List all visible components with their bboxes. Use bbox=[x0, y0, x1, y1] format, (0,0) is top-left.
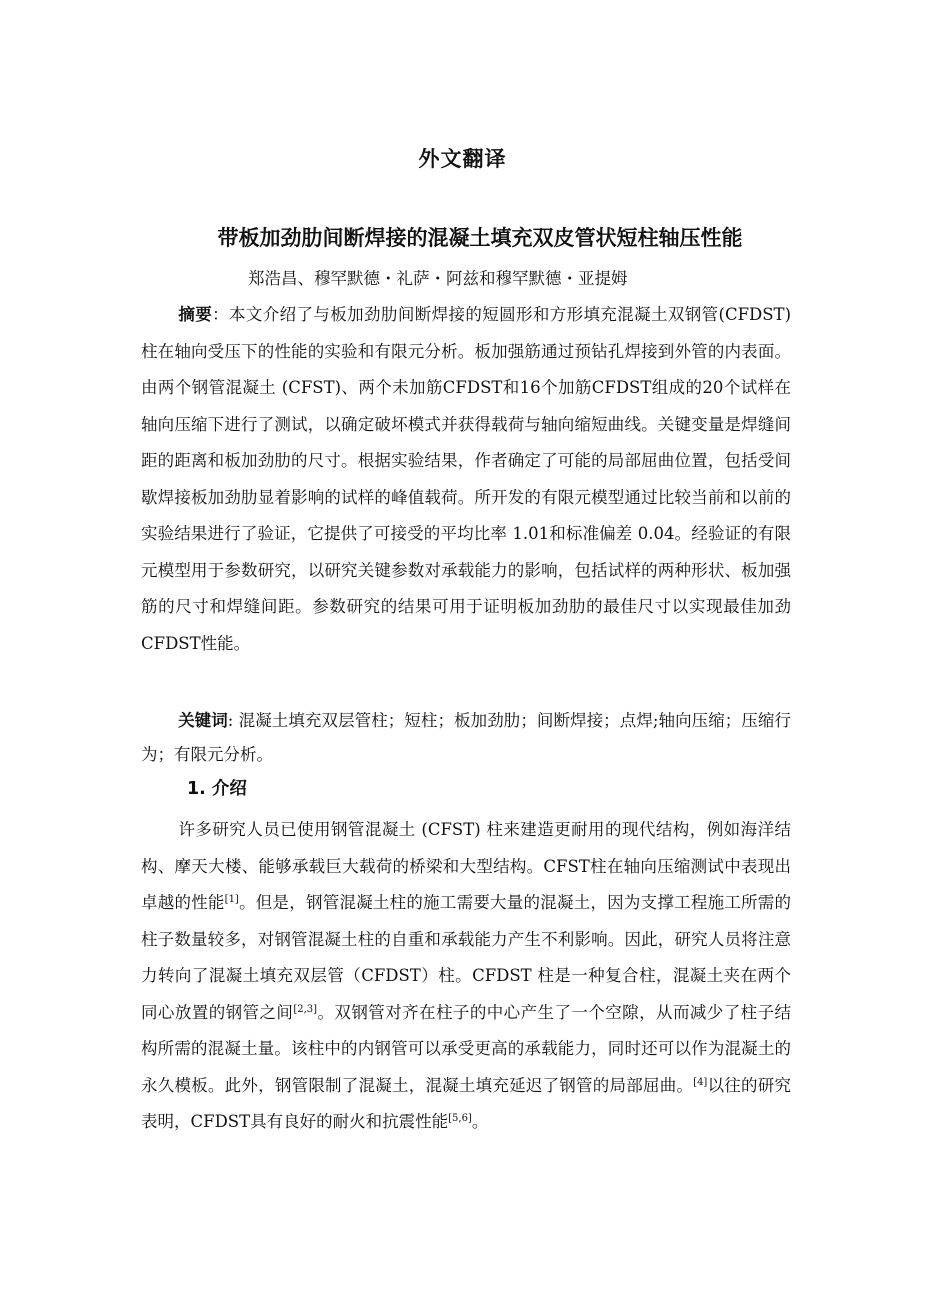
abstract-paragraph bbox=[141, 297, 791, 662]
section-heading-introduction: 1. 介绍 bbox=[187, 779, 247, 799]
abstract-separator: ： bbox=[212, 305, 230, 324]
keywords-separator: : bbox=[227, 711, 239, 730]
abstract-label: 摘要 bbox=[178, 305, 213, 324]
intro-text-part-2: 。但是，钢管混凝土柱的施工需要大量的混凝土，因为支撑工程施工所需的柱子数量较多，对钢管混凝土柱的自重和承载能力产生不利影响。因此，研究人员将注意力转向了混凝土填充双层管（CFDST）柱。CFDST 柱是一种复合柱，混凝土夹在两个同心放置的钢管之间 bbox=[141, 893, 792, 1022]
abstract-text: 本文介绍了与板加劲肋间断焊接的短圆形和方形填充混凝土双钢管(CFDST) 柱在轴向受压下的性能的实验和有限元分析。板加强筋通过预钻孔焊接到外管的内表面。由两个钢管混凝土 (CFST)、两个未加筋CFDST和16个加筋CFDST组成的20个试样在轴向压缩下进行了测试，以确定破坏模式并获得载荷与轴向缩短曲线。关键变量是焊缝间距的距离和板加劲肋的尺寸。根据实验结果，作者确定了可能的局部屈曲位置，包括受间歇焊接板加劲肋显着影响的试样的峰值载荷。所开发的有限元模型通过比较当前和以前的实验结果进行了验证，它提供了可接受的平均比率 1.01和标准偏差 0.04。经验证的有限元模型用于参数研究，以研究关键参数对承载能力的影响，包括试样的两种形状、板加强筋的尺寸和焊缝间距。参数研究的结果可用于证明板加劲肋的最佳尺寸以实现最佳加劲CFDST性能。 bbox=[141, 305, 792, 653]
intro-text-part-4: 以往的研究表明，CFDST具有良好的耐火和抗震性能 bbox=[141, 1075, 792, 1131]
introduction-paragraph bbox=[141, 812, 791, 1141]
paper-authors: 郑浩昌、穆罕默德・礼萨・阿兹和穆罕默德・亚提姆 bbox=[248, 269, 628, 288]
section-label: 外文翻译 bbox=[418, 147, 507, 171]
citation-ref: [2,3] bbox=[293, 1003, 318, 1015]
citation-ref: [4] bbox=[693, 1076, 708, 1088]
intro-text-part-5: 。 bbox=[471, 1112, 489, 1131]
paper-title: 带板加劲肋间断焊接的混凝土填充双皮管状短柱轴压性能 bbox=[217, 226, 743, 250]
citation-ref: [1] bbox=[224, 894, 239, 905]
keywords-label: 关键词 bbox=[178, 711, 228, 730]
intro-text-part-1: 许多研究人员已使用钢管混凝土 (CFST) 柱来建造更耐用的现代结构，例如海洋结构、摩天大楼、能够承载巨大载荷的桥梁和大型结构。CFST柱在轴向压缩测试中表现出卓越的性能 bbox=[141, 820, 791, 912]
keywords-text: 混凝土填充双层管柱；短柱；板加劲肋；间断焊接；点焊;轴向压缩；压缩行为；有限元分析。 bbox=[141, 711, 791, 764]
keywords-paragraph bbox=[141, 704, 791, 772]
citation-ref: [5,6] bbox=[448, 1113, 472, 1124]
intro-text-part-3: 。双钢管对齐在柱子的中心产生了一个空隙，从而减少了柱子结构所需的混凝土量。该柱中的内钢管可以承受更高的承载能力，同时还可以作为混凝土的永久模板。此外，钢管限制了混凝土，混凝土填充延迟了钢管的局部屈曲。 bbox=[141, 1002, 792, 1095]
